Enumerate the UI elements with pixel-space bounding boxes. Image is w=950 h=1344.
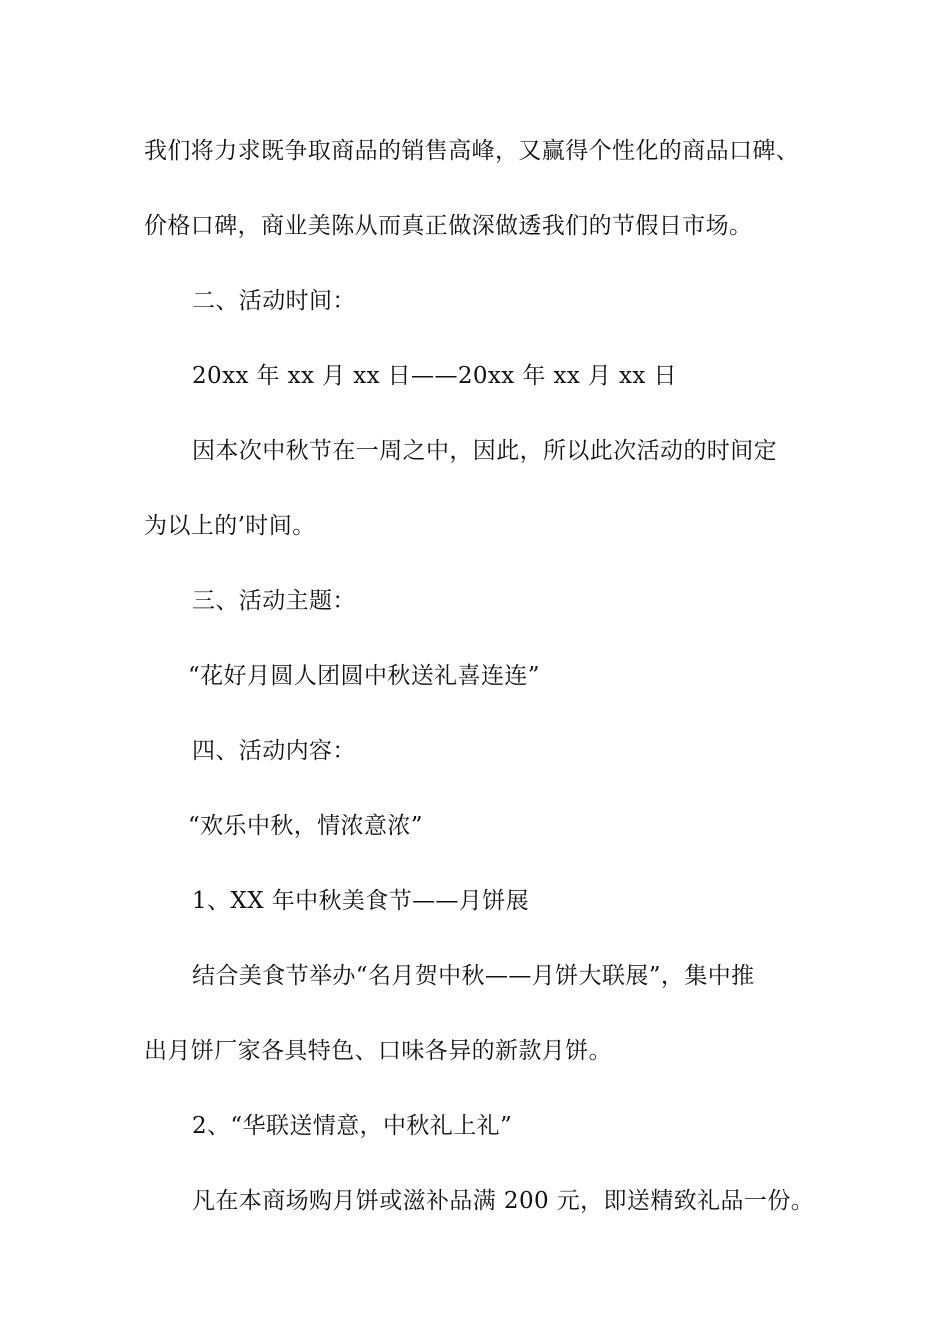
paragraph-line: 结合美食节举办“名月贺中秋——月饼大联展”，集中推 <box>192 963 755 989</box>
paragraph-line: 为以上的’时间。 <box>144 513 316 539</box>
section-heading-theme: 三、活动主题： <box>192 588 356 614</box>
section-heading-time: 二、活动时间： <box>192 288 356 314</box>
paragraph-line: 凡在本商场购月饼或滋补品满 200 元，即送精致礼品一份。 <box>192 1188 815 1214</box>
paragraph-line: 因本次中秋节在一周之中，因此，所以此次活动的时间定 <box>192 438 777 464</box>
theme-quote: “花好月圆人团圆中秋送礼喜连连” <box>188 663 540 689</box>
paragraph-line: 出月饼厂家各具特色、口味各异的新款月饼。 <box>144 1038 612 1064</box>
item-heading-1: 1、XX 年中秋美食节——月饼展 <box>192 888 530 914</box>
paragraph-line: 价格口碑，商业美陈从而真正做深做透我们的节假日市场。 <box>144 213 753 239</box>
item-heading-2: 2、“华联送情意，中秋礼上礼” <box>192 1113 513 1139</box>
content-quote: “欢乐中秋，情浓意浓” <box>188 813 423 839</box>
paragraph-line: 我们将力求既争取商品的销售高峰，又赢得个性化的商品口碑、 <box>144 138 800 164</box>
section-heading-content: 四、活动内容： <box>192 738 356 764</box>
date-range: 20xx 年 xx 月 xx 日——20xx 年 xx 月 xx 日 <box>192 363 677 389</box>
